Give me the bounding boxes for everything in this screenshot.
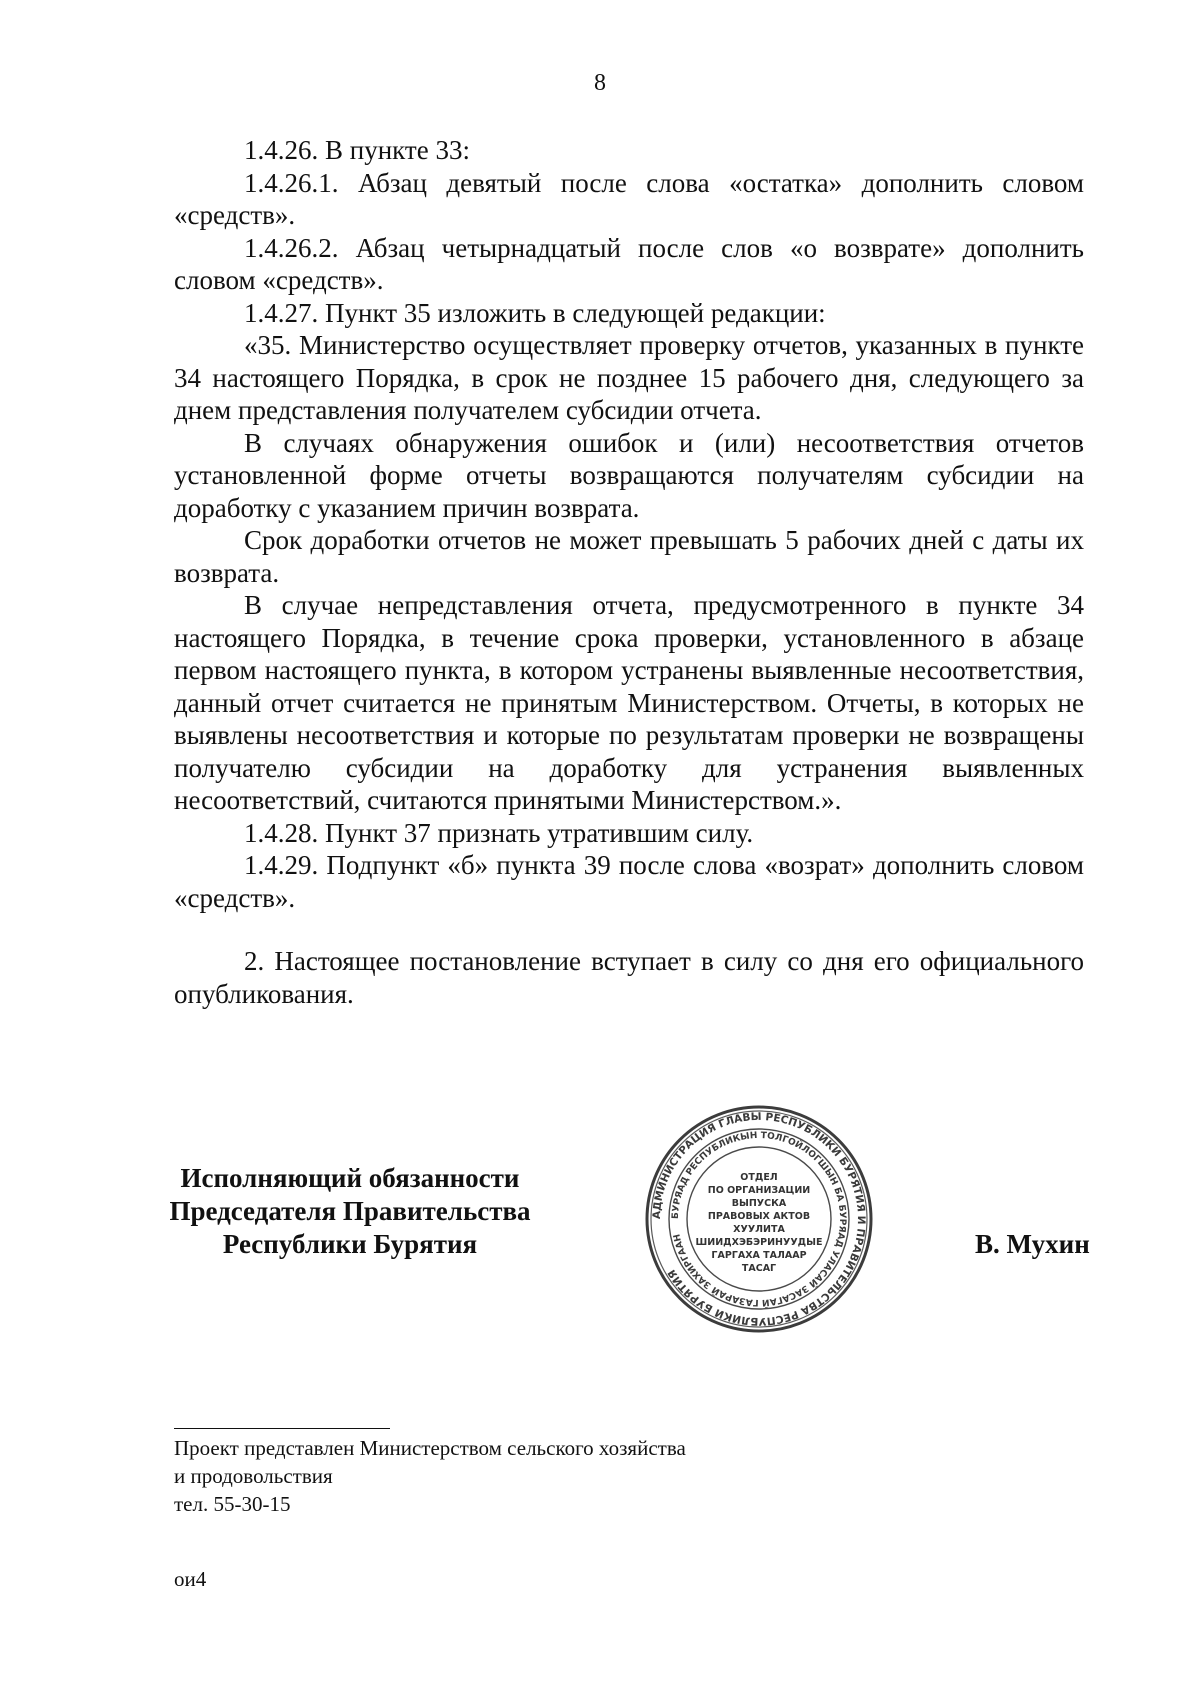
page-number: 8	[594, 70, 606, 96]
footnote-line: и продовольствия	[174, 1464, 333, 1488]
stamp-ring-text: БУРЯАД РЕСПУБЛИКЫН ТОЛГОЙЛОГШЫН БА БУРЯАД УЛАСАЙ ЗАСАГАЙ ГАЗАРАЙ ЗАХИРГААН	[670, 1130, 848, 1308]
footnote	[174, 1434, 874, 1518]
signature-title	[150, 1162, 550, 1261]
document-body	[174, 134, 1084, 1010]
stamp-center-line: ТАСАГ	[741, 1263, 777, 1274]
stamp-center-line: ПО ОРГАНИЗАЦИИ	[707, 1185, 811, 1196]
stamp-center-line: ОТДЕЛ	[740, 1172, 778, 1183]
paragraph-1-4-26-1: 1.4.26.1. Абзац девятый после слова «остатка» дополнить словом «средств».	[174, 167, 1084, 230]
stamp-center-line: ВЫПУСКА	[731, 1198, 787, 1209]
stamp-center-line: ГАРГАХА ТАЛААР	[711, 1250, 807, 1261]
signature-title-line: Исполняющий обязанности	[180, 1163, 520, 1193]
paragraph-1-4-29: 1.4.29. Подпункт «б» пункта 39 после слова «возрат» дополнить словом «средств».	[174, 850, 1084, 913]
paragraph-1-4-28: 1.4.28. Пункт 37 признать утратившим силу.	[244, 817, 754, 848]
stamp-center-line: ХУУЛИТА	[733, 1224, 785, 1235]
stamp-center-line: ПРАВОВЫХ АКТОВ	[707, 1211, 811, 1222]
paragraph-1-4-26: 1.4.26. В пункте 33:	[244, 135, 470, 165]
footnote-divider	[174, 1428, 390, 1429]
document-code: ои4	[174, 1567, 207, 1591]
signature-title-line: Республики Бурятия	[222, 1229, 478, 1259]
footnote-phone: тел. 55-30-15	[174, 1492, 291, 1516]
paragraph-2-effective-date: 2. Настоящее постановление вступает в силу со дня его официального опубликования.	[174, 946, 1084, 1009]
stamp-outer-text: АДМИНИСТРАЦИЯ ГЛАВЫ РЕСПУБЛИКИ БУРЯТИЯ И ПРАВИТЕЛЬСТВА РЕСПУБЛИКИ БУРЯТИЯ	[650, 1110, 868, 1328]
paragraph-errors-found: В случаях обнаружения ошибок и (или) несоответствия отчетов установленной форме отчеты возвращаются получателям субсидии на доработку с указанием причин возврата.	[174, 427, 1084, 523]
official-stamp	[644, 1104, 874, 1334]
paragraph-1-4-26-2: 1.4.26.2. Абзац четырнадцатый после слов «о возврате» дополнить словом «средств».	[174, 232, 1084, 295]
signer-name: В. Мухин	[975, 1229, 1090, 1259]
paragraph-1-4-27: 1.4.27. Пункт 35 изложить в следующей редакции:	[244, 297, 826, 328]
stamp-center-line: ШИИДХЭБЭРИНУУДЫЕ	[695, 1237, 823, 1248]
paragraph-revision-deadline: Срок доработки отчетов не может превышать 5 рабочих дней с даты их возврата.	[174, 525, 1084, 588]
paragraph-point-35: «35. Министерство осуществляет проверку отчетов, указанных в пункте 34 настоящего Порядка, в срок не позднее 15 рабочего дня, следующего за днем представления получателем субсидии отчета.	[174, 330, 1084, 425]
signature-title-line: Председателя Правительства	[169, 1196, 531, 1226]
footnote-line: Проект представлен Министерством сельского хозяйства	[174, 1436, 686, 1460]
paragraph-non-submission: В случае непредставления отчета, предусмотренного в пункте 34 настоящего Порядка, в течение срока проверки, установленного в абзаце первом настоящего пункта, в котором устранены выявленные несоответствия, данный отчет считается не принятым Министерством. Отчеты, в которых не выявлены несоответствия и которые по результатам проверки не возвращены получателю субсидии на доработку для устранения выявленных несоответствий, считаются принятыми Министерством.».	[174, 590, 1084, 815]
